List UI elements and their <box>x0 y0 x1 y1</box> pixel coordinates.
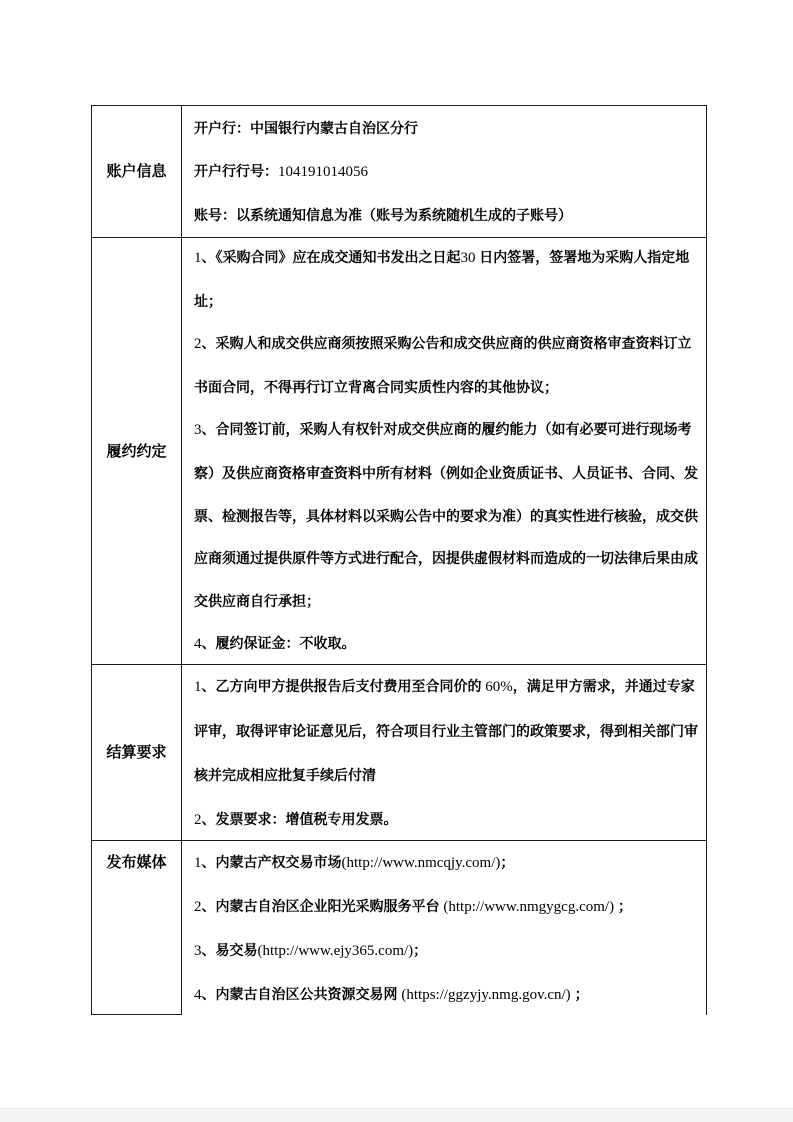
text-line <box>194 280 702 323</box>
page-break-gap <box>0 1108 793 1122</box>
text-line <box>194 885 702 929</box>
row-header-cell-account-info <box>92 106 182 237</box>
chinese-text-segment: 址； <box>194 292 222 309</box>
row-header-cell-performance-terms <box>92 238 182 664</box>
chinese-text-segment: ； <box>614 898 632 914</box>
latin-text-segment: 4 <box>194 987 202 1003</box>
table-row-performance-terms <box>92 238 706 665</box>
latin-text-segment: 3 <box>194 422 202 439</box>
text-line <box>194 194 702 237</box>
row-content-cell-performance-terms <box>182 238 706 664</box>
row-header-label: 履约约定 <box>106 442 167 460</box>
text-line <box>194 495 702 538</box>
chinese-text-segment: 察）及供应商资格审查资料中所有材料（例如企业资质证书、人员证书、合同、发 <box>194 465 698 481</box>
row-header-cell-settlement-requirements <box>92 665 182 840</box>
chinese-text-segment: 、《采购合同》应在成交通知书发出之日起 <box>201 249 461 266</box>
latin-text-segment: 1 <box>194 250 202 267</box>
chinese-text-segment: 评审，取得评审论证意见后，符合项目行业主管部门的政策要求，得到相关部门审 <box>194 722 698 739</box>
latin-text-segment: (http://www.nmcqjy.com/) <box>341 855 501 871</box>
chinese-text-segment: 、乙方向甲方提供报告后支付费用至合同价的 <box>201 677 482 694</box>
latin-text-segment: 1 <box>194 678 202 695</box>
text-line <box>194 929 702 973</box>
row-header-label: 结算要求 <box>106 744 167 761</box>
chinese-text-segment: 、发票要求：增值税专用发票。 <box>201 810 398 827</box>
chinese-text-segment: 核并完成相应批复手续后付清 <box>194 766 376 783</box>
chinese-text-segment: ； <box>500 854 515 870</box>
chinese-text-segment: 账号：以系统通知信息为准（账号为系统随机生成的子账号） <box>194 206 572 223</box>
latin-text-segment: (http://www.ejy365.com/) <box>257 943 414 959</box>
text-line <box>194 408 702 452</box>
latin-text-segment: 30 <box>460 250 480 267</box>
chinese-text-segment: ； <box>413 942 428 958</box>
text-line <box>194 709 702 753</box>
text-line <box>194 665 702 709</box>
latin-text-segment: 2 <box>194 811 202 828</box>
chinese-text-segment: 、内蒙古自治区企业阳光采购服务平台 <box>201 898 444 914</box>
latin-text-segment: 104191014056 <box>278 163 368 180</box>
row-header-label: 账户信息 <box>106 163 167 180</box>
chinese-text-segment: 交供应商自行承担； <box>194 592 320 609</box>
text-line <box>194 537 702 580</box>
text-line <box>194 366 702 409</box>
chinese-text-segment: 开户行行号： <box>194 162 278 179</box>
text-line <box>194 797 702 841</box>
row-content-cell-settlement-requirements <box>182 665 706 840</box>
latin-text-segment: 2 <box>194 899 202 915</box>
latin-text-segment: 3 <box>194 943 202 959</box>
latin-text-segment: 4 <box>194 636 202 653</box>
latin-text-segment: 1 <box>194 855 202 871</box>
chinese-text-segment: ； <box>570 986 589 1002</box>
chinese-text-segment: 、合同签订前，采购人有权针对成交供应商的履约能力（如有必要可进行现场考 <box>201 421 692 438</box>
chinese-text-segment: 票、检测报告等，具体材料以采购公告中的要求为准）的真实性进行核验，成交供 <box>194 507 698 524</box>
row-content-cell-publishing-media <box>182 841 706 1015</box>
row-content-cell-account-info <box>182 106 706 237</box>
chinese-text-segment: 应商须通过提供原件等方式进行配合，因提供虚假材料而造成的一切法律后果由成 <box>194 550 698 567</box>
text-line <box>194 841 702 885</box>
chinese-text-segment: ，满足甲方需求，并通过专家 <box>512 677 695 694</box>
chinese-text-segment: 、内蒙古自治区公共资源交易网 <box>201 986 402 1002</box>
contract-terms-table <box>91 105 707 1015</box>
table-row-settlement-requirements <box>92 665 706 841</box>
table-row-account-info <box>92 106 706 238</box>
table-row-publishing-media <box>92 841 706 1015</box>
chinese-text-segment: 、内蒙古产权交易市场 <box>201 854 342 870</box>
latin-text-segment: 2 <box>194 336 202 353</box>
row-header-cell-publishing-media <box>92 841 182 1015</box>
text-line <box>194 973 702 1015</box>
chinese-text-segment: 、采购人和成交供应商须按照采购公告和成交供应商的供应商资格审查资料订立 <box>201 335 692 352</box>
text-line <box>194 238 702 280</box>
chinese-text-segment: 、易交易 <box>201 942 258 958</box>
chinese-text-segment: 日内签署，签署地为采购人指定地 <box>479 249 690 266</box>
text-line <box>194 452 702 495</box>
row-header-label: 发布媒体 <box>106 854 167 871</box>
text-line <box>194 150 702 194</box>
text-line <box>194 322 702 366</box>
chinese-text-segment: 开户行：中国银行内蒙古自治区分行 <box>194 119 418 136</box>
text-line <box>194 622 702 664</box>
latin-text-segment: (https://ggzyjy.nmg.gov.cn/) <box>401 987 571 1003</box>
text-line <box>194 107 702 150</box>
text-line <box>194 753 702 797</box>
chinese-text-segment: 书面合同，不得再行订立背离合同实质性内容的其他协议； <box>194 378 558 395</box>
text-line <box>194 580 702 623</box>
latin-text-segment: (http://www.nmgygcg.com/) <box>443 899 615 915</box>
chinese-text-segment: 、履约保证金：不收取。 <box>201 635 356 652</box>
latin-text-segment: 60% <box>481 678 513 695</box>
